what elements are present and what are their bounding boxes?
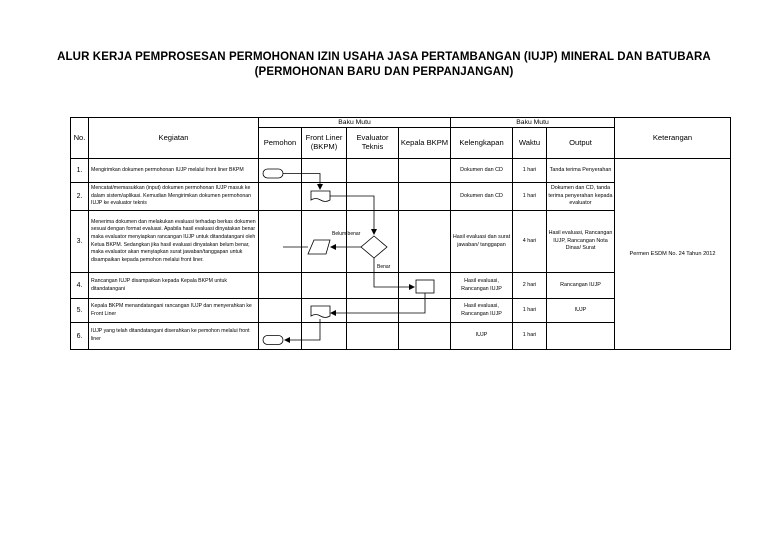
header-waktu: Waktu (513, 128, 547, 159)
row-waktu: 4 hari (513, 211, 547, 273)
header-kelengkapan: Kelengkapan (451, 128, 513, 159)
row-kelengkapan: Hasil evaluasi, Rancangan IUJP (451, 273, 513, 299)
header-baku-mutu-left: Baku Mutu (259, 118, 451, 128)
header-baku-mutu-right: Baku Mutu (451, 118, 615, 128)
row-waktu: 1 hari (513, 323, 547, 350)
row-waktu: 1 hari (513, 159, 547, 183)
row-output (547, 323, 615, 350)
row-kelengkapan: Dokumen dan CD (451, 183, 513, 211)
header-kegiatan: Kegiatan (89, 118, 259, 159)
row-number: 1. (71, 159, 89, 183)
row-number: 3. (71, 211, 89, 273)
row-kelengkapan: Hasil evaluasi, Rancangan IUJP (451, 299, 513, 323)
benar-label: Benar (377, 264, 391, 270)
header-no: No. (71, 118, 89, 159)
row-kegiatan: IUJP yang telah ditandatangani diserahkan ke pemohon melalui front liner (89, 323, 259, 350)
document-subtitle: (PERMOHONAN BARU DAN PERPANJANGAN) (254, 66, 514, 78)
row-kegiatan: Rancangan IUJP disampaikan kepada Kepala BKPM untuk ditandatangani (89, 273, 259, 299)
row-kegiatan: Kepala BKPM menandatangani rancangan IUJP dan menyerahkan ke Front Liner (89, 299, 259, 323)
row-kelengkapan: IUJP (451, 323, 513, 350)
row-output: Hasil evaluasi, Rancangan IUJP, Rancangan Nota Dinas/ Surat (547, 211, 615, 273)
row-number: 2. (71, 183, 89, 211)
header-kepala: Kepala BKPM (399, 128, 451, 159)
header-keterangan: Keterangan (615, 118, 731, 159)
row-number: 5. (71, 299, 89, 323)
row-kegiatan: Mencatat/memasukkan (input) dokumen permohonan IUJP masuk ke dalam sistem/aplikasi. Kemudian Mengirimkan dokumen permohonan IUJP ke evaluator teknis (89, 183, 259, 211)
row-waktu: 1 hari (513, 183, 547, 211)
header-output: Output (547, 128, 615, 159)
row-number: 6. (71, 323, 89, 350)
workflow-table (70, 117, 731, 350)
row-output: Dokumen dan CD, tanda terima penyerahan kepada evaluator (547, 183, 615, 211)
row-kegiatan: Menerima dokumen dan melakukan evaluasi terhadap berkas dokumen sesuai dengan format evaluasi. Apabila hasil evaluasi dinyatakan benar maka evaluator menyiapkan rancangan IUJP untuk ditandatangani oleh Ketua BKPM. Sedangkan jika hasil evaluasi dinyatakan belum benar, maka evaluator akan menyiapkan surat jawaban/tanggapan untuk disampaikan kepada pemohon melalui front liner. (89, 211, 259, 273)
header-pemohon: Pemohon (259, 128, 302, 159)
row-output: IUJP (547, 299, 615, 323)
header-front-liner: Front Liner (BKPM) (302, 128, 347, 159)
row-number: 4. (71, 273, 89, 299)
row-kelengkapan: Hasil evaluasi dan surat jawaban/ tanggapan (451, 211, 513, 273)
document-title: ALUR KERJA PEMPROSESAN PERMOHONAN IZIN USAHA JASA PERTAMBANGAN (IUJP) MINERAL DAN BATUBARA (57, 51, 711, 63)
table-row (71, 159, 731, 183)
row-waktu: 1 hari (513, 299, 547, 323)
row-kegiatan: Mengirimkan dokumen permohonan IUJP melalui front liner BKPM (89, 159, 259, 183)
row-output: Tanda terima Penyerahan (547, 159, 615, 183)
header-row-top (71, 118, 731, 128)
belum-benar-label: Belum benar (332, 231, 361, 237)
row-kelengkapan: Dokumen dan CD (451, 159, 513, 183)
keterangan-cell: Permen ESDM No. 24 Tahun 2012 (615, 159, 731, 350)
header-evaluator: Evaluator Teknis (347, 128, 399, 159)
row-waktu: 2 hari (513, 273, 547, 299)
row-output: Rancangan IUJP (547, 273, 615, 299)
